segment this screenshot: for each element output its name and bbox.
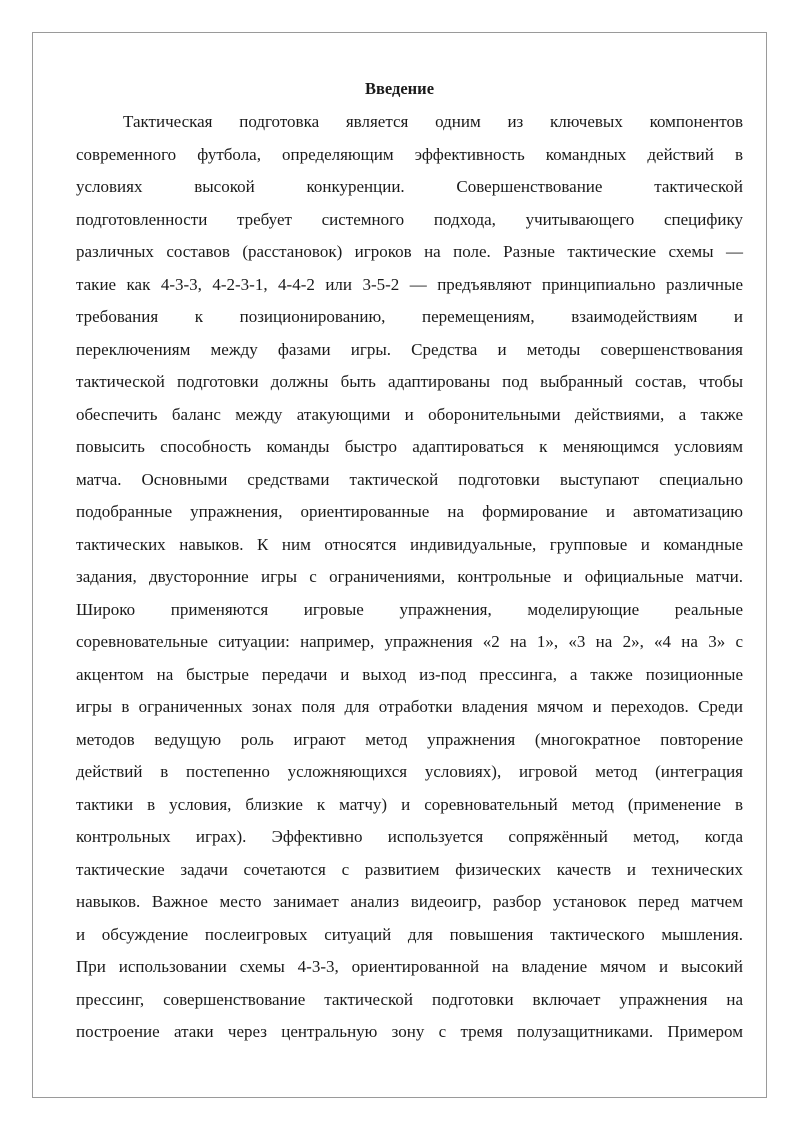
text-line: различных составов (расстановок) игроков на поле. Разные тактические схемы — [76,242,743,261]
body-paragraph [76,106,743,1049]
document-page [32,32,767,1098]
text-line: обеспечить баланс между атакующими и оборонительными действиями, а также [76,404,743,424]
text-line: контрольных играх). Эффективно используется сопряжённый метод, когда [76,827,743,846]
text-line: Тактическая подготовка является одним из ключевых компонентов [123,112,743,131]
text-line: условиях высокой конкуренции. Совершенствование тактической [76,177,743,196]
text-line: акцентом на быстрые передачи и выход из-под прессинга, а также позиционные [76,664,743,684]
text-line: подобранные упражнения, ориентированные на формирование и автоматизацию [76,502,743,521]
text-line: такие как 4-3-3, 4-2-3-1, 4-4-2 или 3-5-2 — предъявляют принципиально различные [76,274,743,294]
text-line: методов ведущую роль играют метод упражнения (многократное повторение [76,729,743,749]
text-line: переключениям между фазами игры. Средства и методы совершенствования [76,339,743,359]
text-line: построение атаки через центральную зону с тремя полузащитниками. Примером [76,1022,743,1041]
text-line: подготовленности требует системного подхода, учитывающего специфику [76,209,743,229]
text-line: и обсуждение послеигровых ситуаций для повышения тактического мышления. [76,924,743,944]
text-line: прессинг, совершенствование тактической подготовки включает упражнения на [76,989,743,1009]
text-line: действий в постепенно усложняющихся условиях), игровой метод (интеграция [76,762,743,781]
text-line: Широко применяются игровые упражнения, моделирующие реальные [76,599,743,619]
text-line: современного футбола, определяющим эффективность командных действий в [76,144,743,164]
text-line: игры в ограниченных зонах поля для отработки владения мячом и переходов. Среди [76,697,743,716]
text-line: тактической подготовки должны быть адаптированы под выбранный состав, чтобы [76,372,743,391]
text-line: задания, двусторонние игры с ограничениями, контрольные и официальные матчи. [76,567,743,586]
text-line: матча. Основными средствами тактической подготовки выступают специально [76,469,743,489]
text-line: тактических навыков. К ним относятся индивидуальные, групповые и командные [76,534,743,554]
text-line: требования к позиционированию, перемещениям, взаимодействиям и [76,307,743,326]
text-line: навыков. Важное место занимает анализ видеоигр, разбор установок перед матчем [76,892,743,911]
text-line: тактики в условия, близкие к матчу) и соревновательный метод (применение в [76,794,743,814]
text-line: При использовании схемы 4-3-3, ориентированной на владение мячом и высокий [76,957,743,976]
text-line: соревновательные ситуации: например, упражнения «2 на 1», «3 на 2», «4 на 3» с [76,632,743,651]
text-line: тактические задачи сочетаются с развитием физических качеств и технических [76,859,743,879]
text-line: повысить способность команды быстро адаптироваться к меняющимся условиям [76,437,743,456]
section-heading: Введение [364,79,435,98]
